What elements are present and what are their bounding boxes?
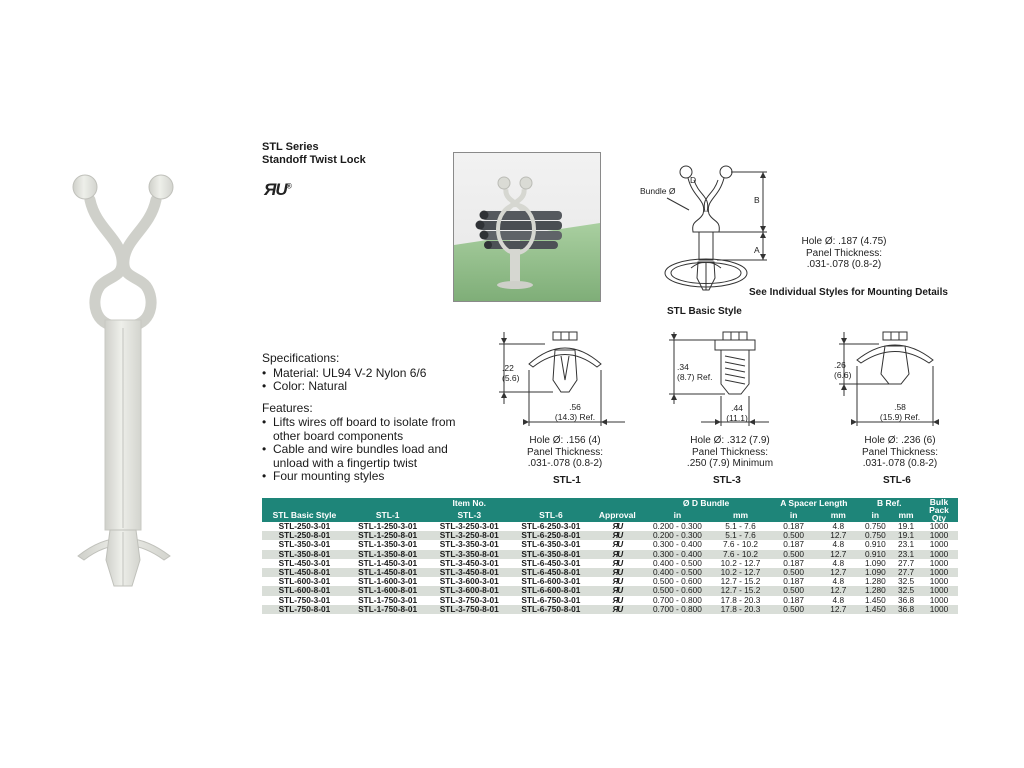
table-cell: STL-1-250-8-01 <box>347 531 429 540</box>
table-cell: 17.8 - 20.3 <box>720 594 761 605</box>
stl-3-panel-label: Panel Thickness: <box>692 446 768 458</box>
table-cell: STL-600-8-01 <box>262 586 347 595</box>
table-cell: 1000 <box>920 550 958 559</box>
approval-ul-icon: ЯU <box>612 558 623 568</box>
stl-1-height: .22 (5.6) <box>502 363 520 383</box>
table-cell: 5.1 - 7.6 <box>712 531 769 540</box>
table-cell: STL-6-450-3-01 <box>521 557 581 568</box>
table-cell: 0.400 - 0.500 <box>652 557 702 568</box>
features-heading: Features: <box>262 400 313 415</box>
table-cell: 0.500 <box>769 586 818 595</box>
col-basic: STL Basic Style <box>262 510 347 522</box>
table-cell: 1000 <box>920 586 958 595</box>
table-cell: 1000 <box>920 531 958 540</box>
product-image-large <box>60 168 190 600</box>
table-row <box>262 605 958 614</box>
table-cell: STL-6-450-8-01 <box>510 568 592 577</box>
table-cell: STL-1-750-3-01 <box>358 594 418 605</box>
col-mm: mm <box>712 510 769 522</box>
table-cell: 1.450 <box>864 594 886 605</box>
table-cell: 17.8 - 20.3 <box>712 605 769 614</box>
table-cell: 0.187 <box>783 594 804 605</box>
stl-3-hole: Hole Ø: .312 (7.9) <box>690 435 770 446</box>
table-cell: 1.450 <box>859 605 893 614</box>
col-mm: mm <box>892 510 920 522</box>
stl-6-caption: STL-6 <box>883 475 911 486</box>
table-cell: STL-350-3-01 <box>278 539 331 550</box>
table-cell: STL-3-750-3-01 <box>439 594 499 605</box>
table-cell: 0.500 <box>769 568 818 577</box>
feature-item: • Lifts wires off board to isolate from other board components <box>262 416 467 443</box>
part-number-table <box>262 498 958 614</box>
table-cell: 27.7 <box>892 568 920 577</box>
table-cell: 0.200 - 0.300 <box>652 521 702 531</box>
table-cell: STL-3-250-8-01 <box>428 531 510 540</box>
table-cell: 32.5 <box>897 576 915 587</box>
table-cell: 4.8 <box>832 539 845 550</box>
approval-ul-icon: ЯU <box>612 522 623 531</box>
stl-3-width: .44 (11.1) <box>726 403 748 423</box>
table-cell: 12.7 <box>818 550 858 559</box>
table-cell: 1000 <box>929 576 949 587</box>
col-stl6: STL-6 <box>510 510 592 522</box>
table-cell: 19.1 <box>897 521 915 531</box>
table-cell: 0.200 - 0.300 <box>643 531 712 540</box>
table-cell: 10.2 - 12.7 <box>712 568 769 577</box>
table-cell: STL-750-8-01 <box>262 605 347 614</box>
dim-a-label: A <box>754 245 760 255</box>
approval-ul-icon: ЯU <box>592 550 643 559</box>
table-cell: 1000 <box>920 568 958 577</box>
table-cell: 1000 <box>929 539 949 550</box>
table-cell: STL-1-450-3-01 <box>358 557 418 568</box>
basic-style-diagram <box>655 160 775 302</box>
table-cell: STL-6-600-8-01 <box>510 586 592 595</box>
stl-6-panel-value: .031-.078 (0.8-2) <box>862 458 938 469</box>
table-cell: 0.910 <box>864 539 886 550</box>
table-cell: STL-6-250-8-01 <box>510 531 592 540</box>
main-panel-label: Panel Thickness: <box>806 247 882 259</box>
table-cell: 0.300 - 0.400 <box>652 539 702 550</box>
spacer-header: A Spacer Length <box>769 498 858 510</box>
table-cell: 1.090 <box>859 568 893 577</box>
series-title <box>262 141 366 167</box>
spec-item: • Material: UL94 V-2 Nylon 6/6 <box>262 367 467 381</box>
table-cell: STL-450-8-01 <box>262 568 347 577</box>
item-no-header: Item No. <box>347 498 592 510</box>
table-cell: 12.7 <box>818 586 858 595</box>
table-cell: STL-3-600-3-01 <box>439 576 499 587</box>
table-cell: STL-250-3-01 <box>278 521 331 531</box>
table-cell: STL-350-8-01 <box>262 550 347 559</box>
main-hole: Hole Ø: .187 (4.75) <box>801 236 887 247</box>
table-cell: STL-1-450-8-01 <box>347 568 429 577</box>
basic-style-caption: STL Basic Style <box>667 306 742 317</box>
table-cell: STL-6-350-8-01 <box>510 550 592 559</box>
specs-features-block <box>262 352 467 492</box>
approval-ul-icon: ЯU <box>592 586 643 595</box>
table-cell: 4.8 <box>832 557 845 568</box>
table-cell: 0.700 - 0.800 <box>652 594 702 605</box>
table-cell: 4.8 <box>832 594 845 605</box>
table-cell: 0.500 <box>769 531 818 540</box>
cable-bundle-photo-icon <box>454 153 600 301</box>
table-cell: STL-1-750-8-01 <box>347 605 429 614</box>
table-cell: STL-3-450-8-01 <box>428 568 510 577</box>
stl-6-panel-label: Panel Thickness: <box>862 446 938 458</box>
feature-item: • Four mounting styles <box>262 470 467 484</box>
approval-ul-icon: ЯU <box>612 577 623 587</box>
col-in: in <box>643 510 712 522</box>
table-cell: 0.700 - 0.800 <box>643 605 712 614</box>
table-cell: 5.1 - 7.6 <box>725 521 756 531</box>
table-cell: STL-3-350-3-01 <box>439 539 499 550</box>
stl-3-notes <box>670 435 790 470</box>
product-photo <box>453 152 601 302</box>
table-cell: 12.7 - 15.2 <box>720 576 761 587</box>
table-cell: STL-3-450-3-01 <box>439 557 499 568</box>
table-cell: STL-6-750-3-01 <box>521 594 581 605</box>
table-cell: 12.7 - 15.2 <box>712 586 769 595</box>
table-cell: 0.500 - 0.600 <box>643 586 712 595</box>
table-cell: STL-6-250-3-01 <box>521 521 581 531</box>
col-in: in <box>769 510 818 522</box>
table-cell: STL-1-350-3-01 <box>358 539 418 550</box>
col-approval: Approval <box>592 510 643 522</box>
stl-1-caption: STL-1 <box>553 475 581 486</box>
stl-6-notes <box>840 435 960 470</box>
table-cell: 36.8 <box>892 605 920 614</box>
approval-ul-icon: ЯU <box>592 605 643 614</box>
table-cell: 1000 <box>929 557 949 568</box>
dim-d-label: D <box>690 175 697 185</box>
stl-6-height: .26 (6.6) <box>834 360 852 380</box>
stl-3-caption: STL-3 <box>713 475 741 486</box>
table-cell: 0.750 <box>859 531 893 540</box>
table-cell: STL-450-3-01 <box>278 557 331 568</box>
stl-1-width: .56 (14.3) Ref. <box>554 402 596 422</box>
table-cell: 1.280 <box>859 586 893 595</box>
approval-ul-icon: ЯU <box>612 595 623 605</box>
bref-header: B Ref. <box>859 498 920 510</box>
ul-logo-icon: ЯU® <box>264 180 291 199</box>
stl-6-width: .58 (15.9) Ref. <box>879 402 921 422</box>
table-cell: STL-750-3-01 <box>278 594 331 605</box>
table-cell: 12.7 <box>818 568 858 577</box>
table-group-header <box>262 498 958 510</box>
table-cell: STL-3-750-8-01 <box>428 605 510 614</box>
table-cell: STL-250-8-01 <box>262 531 347 540</box>
table-cell: 19.1 <box>892 531 920 540</box>
features-list <box>262 416 467 484</box>
table-cell: STL-6-750-8-01 <box>510 605 592 614</box>
table-cell: 23.1 <box>897 539 915 550</box>
table-cell: 0.500 - 0.600 <box>652 576 702 587</box>
stl-1-notes <box>505 435 625 470</box>
stl-3-panel-value: .250 (7.9) Minimum <box>686 458 774 469</box>
table-cell: 0.910 <box>859 550 893 559</box>
title-line-1: STL Series <box>262 141 319 153</box>
main-hole-note <box>778 236 910 271</box>
table-cell: 0.187 <box>783 557 804 568</box>
title-line-2: Standoff Twist Lock <box>262 154 366 166</box>
table-cell: 0.500 <box>769 550 818 559</box>
dim-bundle-label: Bundle Ø <box>640 186 676 196</box>
table-cell: 4.8 <box>832 521 845 531</box>
table-cell: 1000 <box>929 521 949 531</box>
table-cell: 1000 <box>929 594 949 605</box>
main-panel-value: .031-.078 (0.8-2) <box>806 259 882 270</box>
bulk-header: Bulk Pack Qty <box>920 498 958 522</box>
bundle-header: Ø D Bundle <box>643 498 769 510</box>
specs-heading: Specifications: <box>262 351 340 365</box>
table-cell: STL-1-600-8-01 <box>347 586 429 595</box>
table-cell: 27.7 <box>897 557 915 568</box>
table-cell: STL-3-350-8-01 <box>428 550 510 559</box>
col-stl1: STL-1 <box>347 510 429 522</box>
specs-list <box>262 367 467 394</box>
table-cell: 0.750 <box>864 521 886 531</box>
table-cell: 0.400 - 0.500 <box>643 568 712 577</box>
table-cell: STL-1-250-3-01 <box>358 521 418 531</box>
see-styles-note: See Individual Styles for Mounting Details <box>749 287 948 298</box>
table-cell: 12.7 <box>818 605 858 614</box>
stl-1-panel-label: Panel Thickness: <box>527 446 603 458</box>
table-cell: 0.187 <box>783 521 804 531</box>
stl-1-hole: Hole Ø: .156 (4) <box>529 435 601 446</box>
table-cell: 36.8 <box>897 594 915 605</box>
approval-ul-icon: ЯU <box>592 531 643 540</box>
stl-3-height: .34 (8.7) Ref. <box>677 362 713 382</box>
table-cell: 23.1 <box>892 550 920 559</box>
table-cell: STL-3-250-3-01 <box>439 521 499 531</box>
table-cell: 0.300 - 0.400 <box>643 550 712 559</box>
table-cell: STL-6-350-3-01 <box>521 539 581 550</box>
approval-ul-icon: ЯU <box>612 540 623 550</box>
approval-ul-icon: ЯU <box>592 568 643 577</box>
table-cell: STL-600-3-01 <box>278 576 331 587</box>
table-cell: 0.187 <box>783 576 804 587</box>
spec-item: • Color: Natural <box>262 380 467 394</box>
table-cell: STL-3-600-8-01 <box>428 586 510 595</box>
table-cell: 10.2 - 12.7 <box>720 557 761 568</box>
dim-b-label: B <box>754 195 760 205</box>
table-cell: 0.500 <box>769 605 818 614</box>
col-mm: mm <box>818 510 858 522</box>
stl-1-panel-value: .031-.078 (0.8-2) <box>527 458 603 469</box>
table-cell: 0.187 <box>783 539 804 550</box>
table-cell: 32.5 <box>892 586 920 595</box>
stl-6-hole: Hole Ø: .236 (6) <box>864 435 936 446</box>
table-cell: STL-1-600-3-01 <box>358 576 418 587</box>
table-cell: STL-6-600-3-01 <box>521 576 581 587</box>
table-cell: 7.6 - 10.2 <box>712 550 769 559</box>
col-in: in <box>859 510 893 522</box>
table-cell: 12.7 <box>818 531 858 540</box>
table-cell: 1.280 <box>864 576 886 587</box>
table-cell: 7.6 - 10.2 <box>722 539 759 550</box>
table-cell: 1.090 <box>864 557 886 568</box>
col-stl3: STL-3 <box>428 510 510 522</box>
feature-item: • Cable and wire bundles load and unload with a fingertip twist <box>262 443 467 470</box>
table-cell: 1000 <box>920 605 958 614</box>
table-cell: 4.8 <box>832 576 845 587</box>
table-cell: STL-1-350-8-01 <box>347 550 429 559</box>
